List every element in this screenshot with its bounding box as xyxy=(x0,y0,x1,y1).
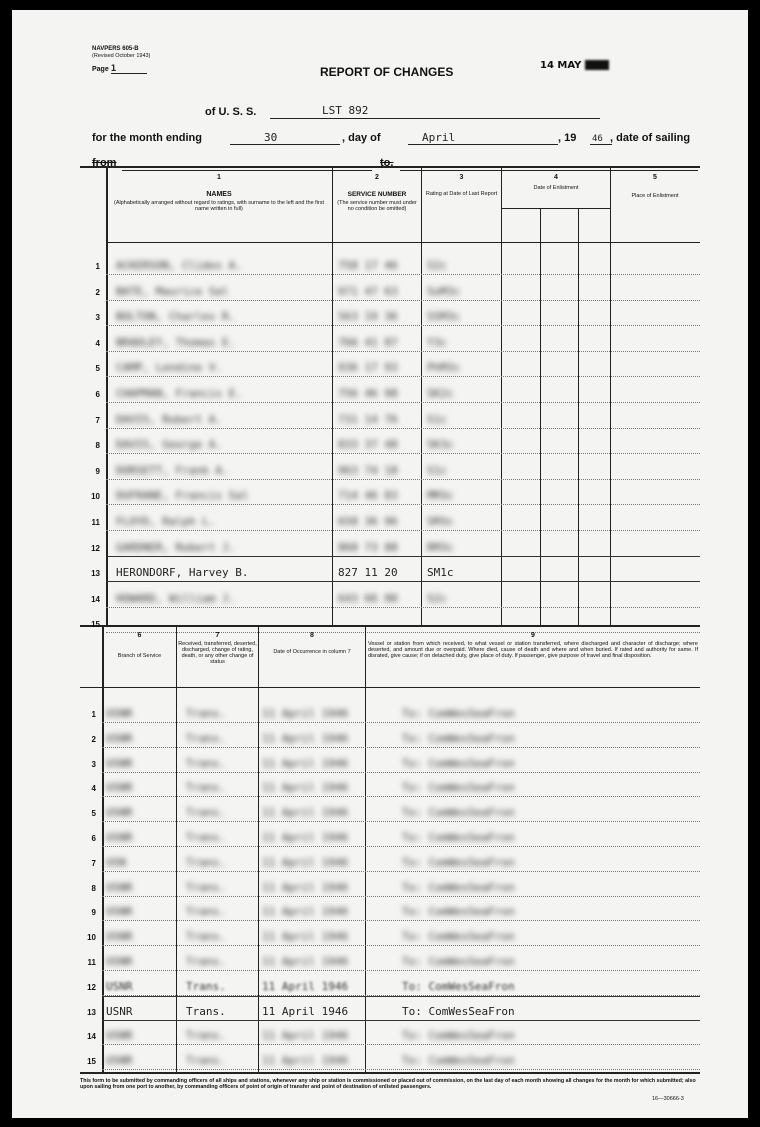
row-branch: USNR xyxy=(106,955,133,968)
row-name: BOLTON, Charles R. xyxy=(116,310,236,324)
row-branch: USNR xyxy=(106,756,133,770)
row-detail: To: ComWesSeaFron xyxy=(402,979,515,993)
row-number: 14 xyxy=(91,594,100,604)
row-date: 11 April 1946 xyxy=(262,731,349,745)
row-number: 7 xyxy=(95,415,100,425)
row-detail: To: ComWesSeaFron xyxy=(402,1054,515,1068)
row-number: 3 xyxy=(95,313,100,323)
row-change: Trans. xyxy=(186,1004,226,1018)
row-name: BATE, Maurice Sal xyxy=(116,284,229,298)
row-rating: S1c xyxy=(427,463,447,477)
row-change: Trans. xyxy=(186,731,226,745)
day-value: 30 xyxy=(264,131,278,144)
row-number: 15 xyxy=(91,620,100,630)
date-stamp: 14 MAY xyxy=(540,60,609,71)
footer-note: This form to be submitted by commanding officers of all ships and stations, whenever any ship or station is commissioned or placed out of commission, on the last day of each month showing all changes for the month for which submitted; also upon sailing from one port to another, by commanding officers of point of origin of transfer and point of destination of enlisted passengers. xyxy=(80,1078,696,1090)
row-change: Trans. xyxy=(186,979,226,993)
row-detail: To: ComWesSeaFron xyxy=(402,1029,515,1043)
row-number: 9 xyxy=(91,908,96,918)
header-branch-of-service: 6 Branch of Service xyxy=(117,632,162,659)
row-name: DUFRANE, Francis Sal xyxy=(116,489,249,503)
row-number: 10 xyxy=(87,933,96,943)
row-branch: USNR xyxy=(106,880,133,894)
row-rating: MM3c xyxy=(427,489,454,503)
row-service-number: 563 19 36 xyxy=(338,310,398,324)
row-change: Trans. xyxy=(186,707,226,720)
row-change: Trans. xyxy=(186,831,226,844)
row-rating: S2c xyxy=(427,259,447,272)
row-rating: SoM3c xyxy=(427,284,461,298)
row-number: 8 xyxy=(91,883,96,893)
row-date: 11 April 1946 xyxy=(262,756,349,770)
row-number: 13 xyxy=(91,569,100,579)
row-rating: SK3c xyxy=(427,438,454,452)
row-date: 11 April 1946 xyxy=(262,855,349,869)
row-number: 15 xyxy=(87,1057,96,1067)
row-rating: S2c xyxy=(427,591,447,605)
row-rating: SM3c xyxy=(427,515,454,528)
row-number: 11 xyxy=(87,958,96,967)
row-service-number: 643 66 00 xyxy=(338,591,398,605)
row-rating: Y3c xyxy=(427,335,447,349)
row-branch: USNR xyxy=(106,905,133,919)
row-service-number: 766 41 87 xyxy=(338,335,398,349)
header-names: 1 NAMES (Alphabetically arranged without regard to ratings, with surname to the left and the first name written in full) xyxy=(113,174,325,212)
row-name: HERONDORF, Harvey B. xyxy=(116,566,249,580)
row-number: 6 xyxy=(95,390,100,399)
row-number: 9 xyxy=(95,466,100,476)
header-place-of-enlistment: 5 Place of Enlistment xyxy=(631,174,679,199)
row-branch: USNR xyxy=(106,806,133,820)
row-service-number: 756 46 98 xyxy=(338,387,398,400)
year-label: , 19 xyxy=(558,132,577,144)
row-number: 13 xyxy=(87,1007,96,1017)
row-number: 12 xyxy=(91,543,100,553)
row-date: 11 April 1946 xyxy=(262,905,349,919)
row-name: CAMP, Lendine V. xyxy=(116,361,222,375)
row-number: 7 xyxy=(91,858,96,868)
row-date: 11 April 1946 xyxy=(262,955,349,968)
row-date: 11 April 1946 xyxy=(262,979,349,993)
row-name: HOWARD, William J. xyxy=(116,591,236,605)
row-change: Trans. xyxy=(186,1054,226,1068)
row-name: ACKERSON, Clides A. xyxy=(116,259,242,272)
row-change: Trans. xyxy=(186,756,226,770)
row-change: Trans. xyxy=(186,855,226,869)
header-date-of-occurrence: 8 Date of Occurrence in column 7 xyxy=(273,632,351,655)
row-detail: To: ComWesSeaFron xyxy=(402,707,515,720)
row-number: 12 xyxy=(87,982,96,992)
row-branch: USNR xyxy=(106,831,133,844)
row-date: 11 April 1946 xyxy=(262,1054,349,1068)
page-title: REPORT OF CHANGES xyxy=(320,65,454,79)
sailing-label: , date of sailing xyxy=(610,132,691,144)
row-service-number: 758 17 46 xyxy=(338,259,398,272)
row-name: DAVIS, George A. xyxy=(116,438,222,452)
row-name: DORSETT, Frank A. xyxy=(116,463,229,477)
row-number: 5 xyxy=(91,809,96,819)
row-branch: USNR xyxy=(106,707,133,720)
row-service-number: 658 36 96 xyxy=(338,515,398,528)
row-rating: SK2c xyxy=(427,387,454,400)
day-of-label: , day of xyxy=(342,132,381,144)
row-detail: To: ComWesSeaFron xyxy=(402,756,515,770)
row-name: CHAPMAN, Francis E. xyxy=(116,387,242,400)
row-number: 14 xyxy=(87,1032,96,1042)
row-date: 11 April 1946 xyxy=(262,880,349,894)
row-service-number: 936 17 93 xyxy=(338,361,398,375)
row-date: 11 April 1946 xyxy=(262,806,349,820)
row-branch: USNR xyxy=(106,781,133,795)
row-name: DAVIS, Robert A. xyxy=(116,412,222,426)
row-number: 1 xyxy=(95,262,100,271)
row-date: 11 April 1946 xyxy=(262,1029,349,1043)
row-number: 2 xyxy=(95,287,100,297)
row-number: 1 xyxy=(91,710,96,719)
row-branch: USNR xyxy=(106,930,133,944)
row-service-number: 963 74 18 xyxy=(338,463,398,477)
row-service-number: 731 14 76 xyxy=(338,412,398,426)
row-rating: S1c xyxy=(427,412,447,426)
row-number: 3 xyxy=(91,759,96,769)
row-detail: To: ComWesSeaFron xyxy=(402,930,515,944)
row-date: 11 April 1946 xyxy=(262,781,349,795)
row-branch: USN xyxy=(106,855,126,869)
header-rating: 3 Rating at Date of Last Report xyxy=(425,174,498,197)
row-number: 11 xyxy=(91,518,100,527)
row-change: Trans. xyxy=(186,930,226,944)
row-number: 2 xyxy=(91,734,96,744)
row-detail: To: ComWesSeaFron xyxy=(402,1004,515,1018)
ship-label: of U. S. S. xyxy=(205,106,257,118)
row-name: FLOYD, Ralph L. xyxy=(116,515,216,528)
row-date: 11 April 1946 xyxy=(262,831,349,844)
row-change: Trans. xyxy=(186,880,226,894)
header-date-of-enlistment: 4 Date of Enlistment xyxy=(533,174,579,191)
document-page xyxy=(12,10,748,1118)
row-number: 5 xyxy=(95,364,100,374)
row-name: BRADLEY, Thomas E. xyxy=(116,335,236,349)
row-number: 10 xyxy=(91,492,100,502)
row-detail: To: ComWesSeaFron xyxy=(402,831,515,844)
form-id: NAVPERS 605-B xyxy=(92,46,139,52)
footer-code: 16—30666-3 xyxy=(652,1096,684,1102)
row-branch: USNR xyxy=(106,1029,133,1043)
row-detail: To: ComWesSeaFron xyxy=(402,731,515,745)
header-change-of-status: 7 Received, transferred, deserted, discharged, change of rating, death, or any other change of status xyxy=(178,632,257,665)
form-revised: (Revised October 1943) xyxy=(92,53,151,59)
row-rating: PhM3c xyxy=(427,361,461,375)
from-label: from xyxy=(92,157,117,169)
row-service-number: 714 46 83 xyxy=(338,489,398,503)
row-change: Trans. xyxy=(186,955,226,968)
row-date: 11 April 1946 xyxy=(262,1004,349,1018)
header-service-number: 2 SERVICE NUMBER (The service number must under no condition be omitted) xyxy=(337,174,417,212)
row-detail: To: ComWesSeaFron xyxy=(402,905,515,919)
row-detail: To: ComWesSeaFron xyxy=(402,955,515,968)
header-disposition: 9 Vessel or station from which received, to what vessel or station transferred, where discharged and character of discharge; where deserted, and amount due or overpaid. Where died, cause of death and where and when buried. If rated and authority for same. If disrated, give cause; if on detached duty, give place of duty. If passenger, give purpose of travel and final disposition. xyxy=(368,632,698,659)
row-number: 8 xyxy=(95,441,100,451)
to-label: to. xyxy=(380,157,394,169)
row-number: 6 xyxy=(91,834,96,843)
row-service-number: 833 37 48 xyxy=(338,438,398,452)
row-date: 11 April 1946 xyxy=(262,930,349,944)
month-value: April xyxy=(422,131,456,144)
row-change: Trans. xyxy=(186,905,226,919)
row-service-number: 827 11 20 xyxy=(338,566,398,580)
month-ending-label: for the month ending xyxy=(92,132,202,144)
row-rating: SSM3c xyxy=(427,310,461,324)
row-number: 4 xyxy=(95,338,100,348)
row-change: Trans. xyxy=(186,1029,226,1043)
row-branch: USNR xyxy=(106,1004,133,1018)
row-detail: To: ComWesSeaFron xyxy=(402,806,515,820)
ship-name: LST 892 xyxy=(322,104,369,117)
year-value: 46 xyxy=(592,134,603,144)
row-rating: SM1c xyxy=(427,566,454,580)
row-branch: USNR xyxy=(106,1054,133,1068)
row-name: GARDNER, Robert J. xyxy=(116,540,236,554)
row-change: Trans. xyxy=(186,806,226,820)
row-rating: RM3c xyxy=(427,540,454,554)
row-detail: To: ComWesSeaFron xyxy=(402,880,515,894)
row-service-number: 971 47 63 xyxy=(338,284,398,298)
row-branch: USNR xyxy=(106,979,133,993)
row-change: Trans. xyxy=(186,781,226,795)
row-branch: USNR xyxy=(106,731,133,745)
row-service-number: 868 73 88 xyxy=(338,540,398,554)
page-number-label: Page 1 xyxy=(92,66,147,74)
row-detail: To: ComWesSeaFron xyxy=(402,855,515,869)
row-date: 11 April 1946 xyxy=(262,707,349,720)
row-number: 4 xyxy=(91,784,96,794)
row-detail: To: ComWesSeaFron xyxy=(402,781,515,795)
